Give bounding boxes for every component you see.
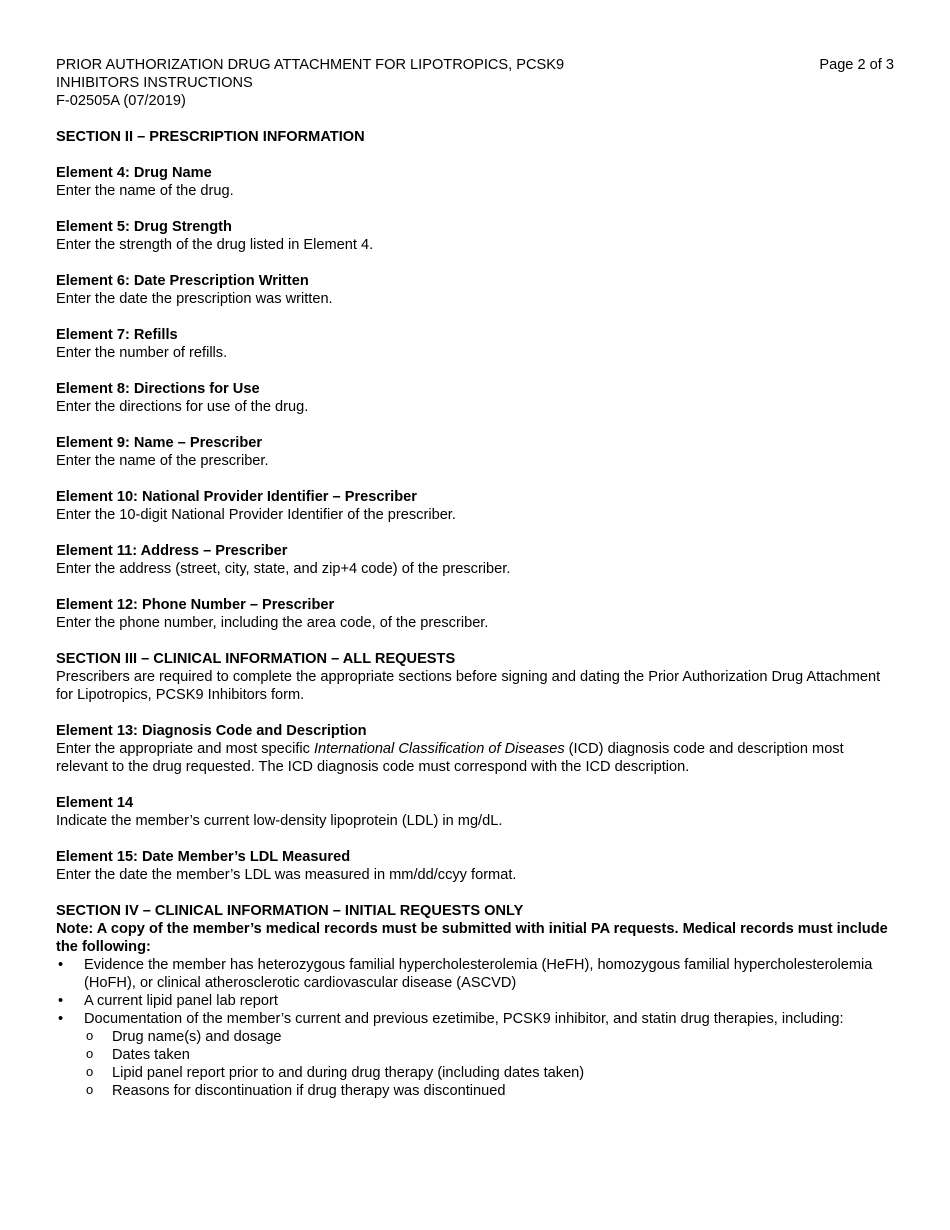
header-title	[56, 56, 656, 110]
element-8	[56, 380, 896, 416]
sub-list-item: o Reasons for discontinuation if drug therapy was discontinued	[84, 1082, 896, 1100]
section-3-title: SECTION III – CLINICAL INFORMATION – ALL REQUESTS	[56, 651, 456, 667]
element-6	[56, 272, 896, 308]
element-5-title: Element 5: Drug Strength	[56, 219, 232, 235]
element-12-title: Element 12: Phone Number – Prescriber	[56, 597, 335, 613]
element-13-text-b: (ICD) diagnosis code and description most relevant to the drug requested. The ICD diagnosis code must correspond with the ICD description.	[56, 741, 844, 775]
element-13-title: Element 13: Diagnosis Code and Description	[56, 723, 367, 739]
list-item: • Evidence the member has heterozygous familial hypercholesterolemia (HeFH), homozygous familial hypercholesterolemia (HoFH), or clinical atherosclerotic cardiovascular disease (ASCVD)	[56, 956, 896, 992]
element-10-text: Enter the 10-digit National Provider Identifier of the prescriber.	[56, 507, 456, 523]
element-8-title: Element 8: Directions for Use	[56, 381, 260, 397]
element-5	[56, 218, 896, 254]
element-11-text: Enter the address (street, city, state, and zip+4 code) of the prescriber.	[56, 561, 511, 577]
element-9-title: Element 9: Name – Prescriber	[56, 435, 263, 451]
element-4-text: Enter the name of the drug.	[56, 183, 234, 199]
element-14-title: Element 14	[56, 795, 134, 811]
element-9	[56, 434, 896, 470]
element-7-text: Enter the number of refills.	[56, 345, 228, 361]
element-11	[56, 542, 896, 578]
element-6-text: Enter the date the prescription was written.	[56, 291, 333, 307]
list-item	[56, 1010, 896, 1100]
element-10-title: Element 10: National Provider Identifier – Prescriber	[56, 489, 417, 505]
section-2-title: SECTION II – PRESCRIPTION INFORMATION	[56, 129, 365, 145]
element-8-text: Enter the directions for use of the drug.	[56, 399, 309, 415]
element-4	[56, 164, 896, 200]
section-3	[56, 650, 896, 704]
section-4-title: SECTION IV – CLINICAL INFORMATION – INITIAL REQUESTS ONLY	[56, 903, 524, 919]
element-13-text-italic: International Classification of Diseases	[313, 741, 565, 757]
form-number: F-02505A (07/2019)	[56, 93, 186, 109]
section-4-note: Note: A copy of the member’s medical records must be submitted with initial PA requests. Medical records must include the following:	[56, 921, 888, 955]
requirements-list	[56, 956, 896, 1100]
element-11-title: Element 11: Address – Prescriber	[56, 543, 288, 559]
element-12	[56, 596, 896, 632]
section-4	[56, 902, 896, 1100]
element-7-title: Element 7: Refills	[56, 327, 178, 343]
header-title-line1: PRIOR AUTHORIZATION DRUG ATTACHMENT FOR LIPOTROPICS, PCSK9	[56, 57, 565, 73]
page-number: Page 2 of 3	[819, 57, 894, 73]
element-14-text: Indicate the member’s current low-density lipoprotein (LDL) in mg/dL.	[56, 813, 503, 829]
header-title-line2: INHIBITORS INSTRUCTIONS	[56, 75, 253, 91]
element-15-title: Element 15: Date Member’s LDL Measured	[56, 849, 351, 865]
element-13-text	[56, 740, 896, 776]
element-15-text: Enter the date the member’s LDL was measured in mm/dd/ccyy format.	[56, 867, 517, 883]
element-15	[56, 848, 896, 884]
element-13-text-a: Enter the appropriate and most specific	[56, 741, 314, 757]
list-item-text: Documentation of the member’s current and previous ezetimibe, PCSK9 inhibitor, and statin drug therapies, including:	[84, 1011, 844, 1027]
sub-list-item: o Drug name(s) and dosage	[84, 1028, 896, 1046]
element-9-text: Enter the name of the prescriber.	[56, 453, 269, 469]
element-12-text: Enter the phone number, including the area code, of the prescriber.	[56, 615, 489, 631]
element-13	[56, 722, 896, 776]
sub-requirements-list	[84, 1028, 896, 1100]
element-4-title: Element 4: Drug Name	[56, 165, 212, 181]
element-5-text: Enter the strength of the drug listed in Element 4.	[56, 237, 374, 253]
page-header	[56, 56, 896, 110]
document-page	[56, 56, 896, 1100]
sub-list-item: o Dates taken	[84, 1046, 896, 1064]
element-10	[56, 488, 896, 524]
element-6-title: Element 6: Date Prescription Written	[56, 273, 309, 289]
section-3-intro: Prescribers are required to complete the appropriate sections before signing and dating the Prior Authorization Drug Attachment for Lipotropics, PCSK9 Inhibitors form.	[56, 669, 881, 703]
sub-list-item: o Lipid panel report prior to and during drug therapy (including dates taken)	[84, 1064, 896, 1082]
element-14	[56, 794, 896, 830]
element-7	[56, 326, 896, 362]
list-item: • A current lipid panel lab report	[56, 992, 896, 1010]
